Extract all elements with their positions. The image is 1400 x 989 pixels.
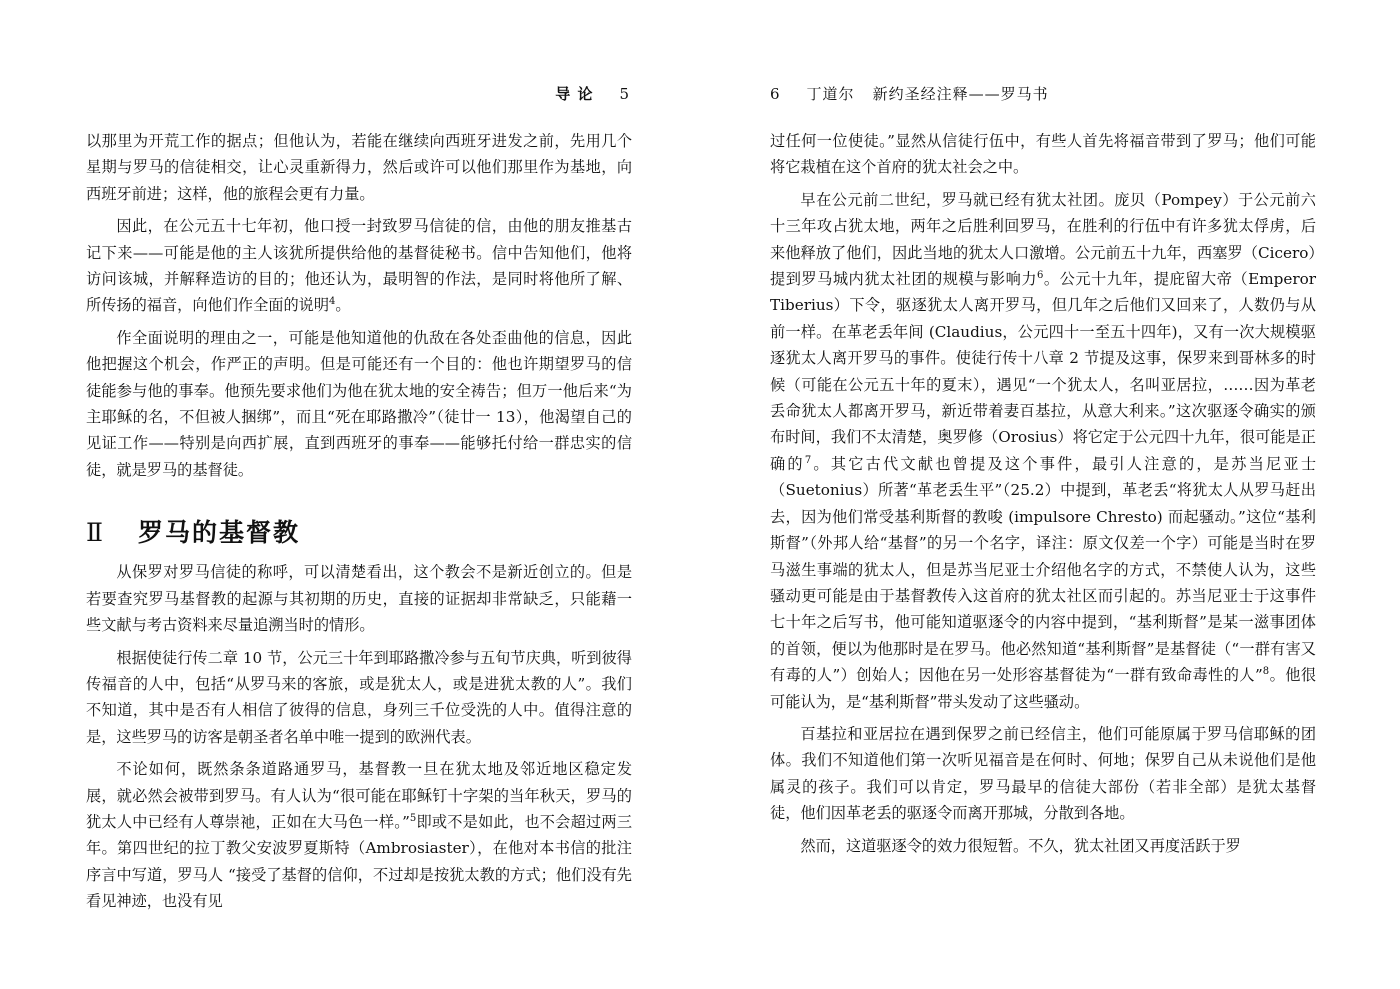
left-page	[86, 0, 632, 989]
section-title: 罗马的基督教	[138, 518, 301, 548]
paragraph: 百基拉和亚居拉在遇到保罗之前已经信主，他们可能原属于罗马信耶稣的团体。我们不知道他们第一次听见福音是在何时、何地；保罗自己从未说他们是他属灵的孩子。我们可以肯定，罗马最早的信徒大部份（若非全部）是犹太基督徒，他们因革老丢的驱逐令而离开那城，分散到各地。	[770, 724, 1316, 823]
paragraph: 作全面说明的理由之一，可能是他知道他的仇敌在各处歪曲他的信息，因此他把握这个机会，作严正的声明。但是可能还有一个目的：他也许期望罗马的信徒能参与他的事奉。他预先要求他们为他在犹太地的安全祷告；但万一他后来“为主耶稣的名，不但被人捆绑”，而且“死在耶路撒冷”（徒廿一 13），他渴望自己的见证工作——特别是向西扩展，直到西班牙的事奉——能够托付给一群忠实的信徒，就是罗马的基督徒。	[86, 328, 632, 479]
right-body	[770, 128, 1316, 865]
section-heading	[86, 517, 632, 549]
paragraph: 过任何一位使徒。”显然从信徒行伍中，有些人首先将福音带到了罗马；他们可能将它栽植在这个首府的犹太社会之中。	[770, 132, 1316, 177]
chapter-title: 导 论	[555, 85, 594, 103]
footnote-ref: 5	[409, 812, 417, 824]
right-running-header	[770, 83, 1049, 105]
right-page	[770, 0, 1316, 989]
series-title: 新约圣经注释——罗马书	[872, 85, 1049, 103]
page-number: 6	[770, 85, 781, 103]
footnote-ref: 4	[329, 296, 336, 308]
paragraph: 早在公元前二世纪，罗马就已经有犹太社团。庞贝（Pompey）于公元前六十三年攻占犹太地，两年之后胜利回罗马，在胜利的行伍中有许多犹太俘虏，后来他释放了他们，因此当地的犹太人口激增。公元前五十九年，西塞罗（Cicero）提到罗马城内犹太社团的规模与影响力$^6$。公元十九年，提庇留大帝（Emperor Tiberius）下令，驱逐犹太人离开罗马，但几年之后他们又回来了，人数仍与从前一样。在革老丢年间 (Claudius，公元四十一至五十四年)，又有一次大规模驱逐犹太人离开罗马的事件。使徒行传十八章 2 节提及这事，保罗来到哥林多的时候（可能在公元五十年的夏末），遇见“一个犹太人，名叫亚居拉，……因为革老丢命犹太人都离开罗马，新近带着妻百基拉，从意大利来。”这次驱逐令确实的颁布时间，我们不太清楚，奥罗修（Orosius）将它定于公元四十九年，很可能是正确的$^7$。其它古代文献也曾提及这个事件，最引人注意的，是苏当尼亚士（Suetonius）所著“革老丢生平”（25.2）中提到，革老丢“将犹太人从罗马赶出去，因为他们常受基利斯督的教唆 (impulsore Chresto) 而起骚动。”这位“基利斯督”（外邦人给“基督”的另一个名字，译注：原文仅差一个字）可能是当时在罗马滋生事端的犹太人，但是苏当尼亚士介绍他名字的方式，不禁使人认为，这些骚动更可能是由于基督教传入这首府的犹太社区而引起的。苏当尼亚士于这事件七十年之后写书，他可能知道驱逐令的内容中提到，“基利斯督”是某一滋事团体的首领，便以为他那时是在罗马。他必然知道“基利斯督”是基督徒（“一群有害又有毒的人”）创始人；因他在另一处形容基督徒为“一群有致命毒性的人”$^8$。他很可能认为，是“基利斯督”带头发动了这些骚动。	[770, 190, 1317, 711]
left-running-header	[555, 83, 630, 105]
paragraph: 以那里为开荒工作的据点；但他认为，若能在继续向西班牙进发之前，先用几个星期与罗马的信徒相交，让心灵重新得力，然后或许可以他们那里作为基地，向西班牙前进；这样，他的旅程会更有力量。	[86, 132, 632, 203]
author-name: 丁道尔	[806, 85, 855, 103]
left-body	[86, 128, 632, 921]
footnote-ref: 6	[1037, 270, 1044, 282]
footnote-ref: 7	[804, 454, 812, 466]
section-number: Ⅱ	[86, 518, 105, 548]
footnote-ref: 8	[1262, 666, 1270, 678]
paragraph: 根据使徒行传二章 10 节，公元三十年到耶路撒冷参与五旬节庆典，听到彼得传福音的人中，包括“从罗马来的客旅，或是犹太人，或是进犹太教的人”。我们不知道，其中是否有人相信了彼得的信息，身列三千位受洗的人中。值得注意的是，这些罗马的访客是朝圣者名单中唯一提到的欧洲代表。	[86, 648, 632, 746]
paragraph: 因此，在公元五十七年初，他口授一封致罗马信徒的信，由他的朋友推基古记下来——可能是他的主人该犹所提供给他的基督徒秘书。信中告知他们，他将访问该城，并解释造访的目的；他还认为，最明智的作法，是同时将他所了解、所传扬的福音，向他们作全面的说明$^4$。	[86, 217, 632, 315]
paragraph: 从保罗对罗马信徒的称呼，可以清楚看出，这个教会不是新近创立的。但是若要查究罗马基督教的起源与其初期的历史，直接的证据却非常缺乏，只能藉一些文献与考古资料来尽量追溯当时的情形。	[86, 563, 632, 635]
page-number: 5	[619, 85, 630, 103]
paragraph: 然而，这道驱逐令的效力很短暂。不久，犹太社团又再度活跃于罗	[800, 836, 1241, 855]
paragraph: 不论如何，既然条条道路通罗马，基督教一旦在犹太地及邻近地区稳定发展，就必然会被带到罗马。有人认为“很可能在耶稣钉十字架的当年秋天，罗马的犹太人中已经有人尊崇祂，正如在大马色一样。”$^5$即或不是如此，也不会超过两三年。第四世纪的拉丁教父安波罗夏斯特（Ambrosiaster），在他对本书信的批注序言中写道，罗马人 “接受了基督的信仰，不过却是按犹太教的方式；他们没有先看见神迹，也没有见	[86, 760, 633, 911]
